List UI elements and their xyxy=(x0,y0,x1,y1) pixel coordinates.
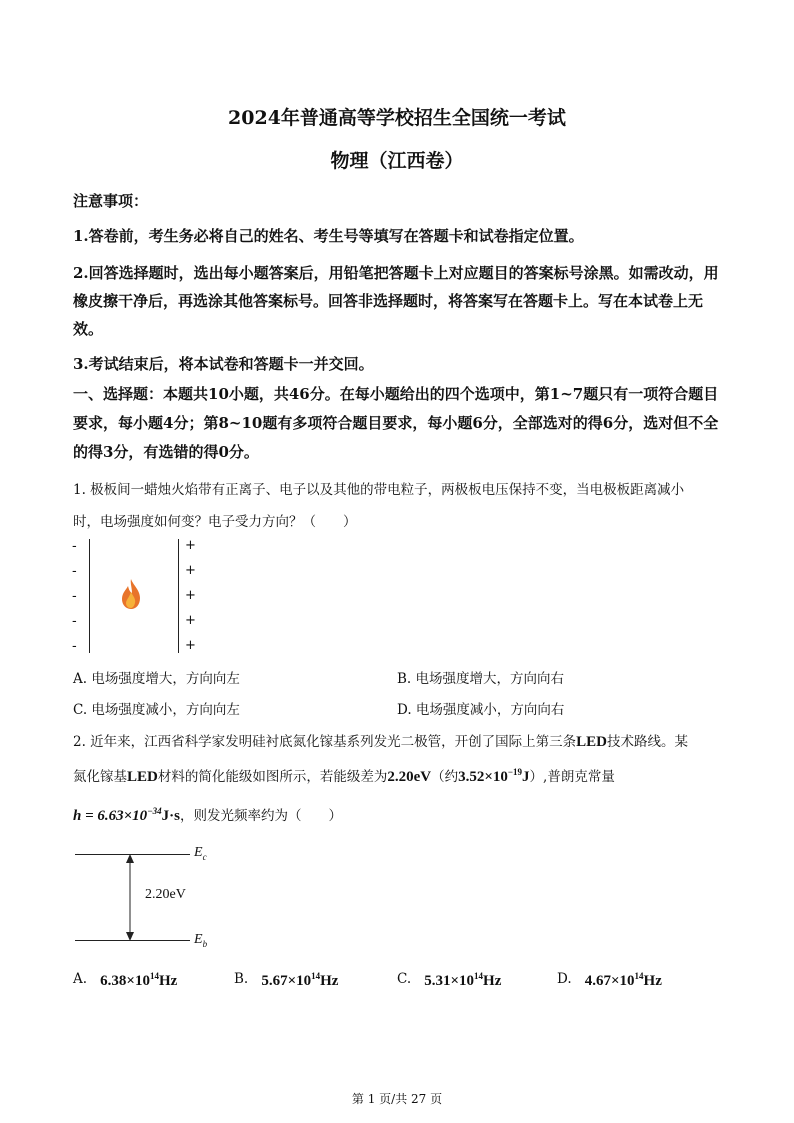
left-plate xyxy=(89,539,90,653)
q2-option-c: C. $5.31\times 10^{14}Hz$ xyxy=(397,971,502,989)
minus-sign: - xyxy=(72,539,77,554)
notice-heading: 注意事项： xyxy=(73,192,149,210)
upper-level-label: $E_c$ xyxy=(194,845,207,862)
planck-base: h = 6.63×10 xyxy=(73,808,148,824)
plus-sign: + xyxy=(185,588,196,603)
exam-title: 2024年普通高等学校招生全国统一考试 xyxy=(228,107,566,129)
energy-joule-base: 3.52×10 xyxy=(458,769,508,785)
q2-option-a: A. $6.38\times 10^{14}Hz$ xyxy=(73,971,178,989)
q2-text: 氮化镓基 xyxy=(73,769,127,785)
q2-option-b: B. $5.67\times 10^{14}Hz$ xyxy=(234,971,339,989)
q1-option-a: A. 电场强度增大，方向向左 xyxy=(73,671,240,687)
planck-constant xyxy=(73,808,180,824)
energy-joule xyxy=(458,769,529,785)
minus-sign: - xyxy=(72,564,77,579)
q1-stem-line-1: 1. 极板间一蜡烛火焰带有正离子、电子以及其他的带电粒子，两极板电压保持不变，当电极板距离减小 xyxy=(73,482,685,498)
q1-stem-line-2: 时，电场强度如何变？电子受力方向？（ ） xyxy=(73,514,357,530)
right-plate xyxy=(178,539,179,653)
plus-sign: + xyxy=(185,563,196,578)
q2-text: 材料的简化能级如图所示，若能级差为 xyxy=(157,769,388,785)
plus-sign: + xyxy=(185,613,196,628)
q1-capacitor-figure xyxy=(70,537,210,657)
q2-stem-line-3 xyxy=(73,804,342,825)
minus-sign: - xyxy=(72,639,77,654)
q1-option-c: C. 电场强度减小，方向向左 xyxy=(73,702,240,718)
q2-option-d: D. $4.67\times 10^{14}Hz$ xyxy=(557,971,662,989)
lower-level-label: $E_b$ xyxy=(194,932,208,949)
led-term: LED xyxy=(576,734,608,750)
q2-text: ，则发光频率约为（ ） xyxy=(180,808,342,824)
plus-sign: + xyxy=(185,538,196,553)
double-arrow-icon xyxy=(123,854,137,941)
energy-ev: 2.20eV xyxy=(387,769,432,785)
notice-3: 3.考试结束后，将本试卷和答题卡一并交回。 xyxy=(73,355,374,373)
q2-stem-line-2 xyxy=(73,765,615,786)
q2-text: （约 xyxy=(431,769,459,785)
q2-text: ）,普朗克常量 xyxy=(529,769,615,785)
led-term: LED xyxy=(127,769,158,785)
q1-option-d: D. 电场强度减小，方向向右 xyxy=(397,702,565,718)
q1-option-b: B. 电场强度增大，方向向右 xyxy=(397,671,565,687)
notice-1: 1.答卷前，考生务必将自己的姓名、考生号等填写在答题卡和试卷指定位置。 xyxy=(73,227,584,245)
page-footer: 第 1 页/共 27 页 xyxy=(351,1092,443,1106)
energy-joule-exponent: −19 xyxy=(507,767,523,777)
planck-unit: J·s xyxy=(161,808,180,824)
energy-gap-label: 2.20eV xyxy=(145,887,186,902)
notice-2: 2.回答选择题时，选出每小题答案后，用铅笔把答题卡上对应题目的答案标号涂黑。如需改动，用橡皮擦干净后，再选涂其他答案标号。回答非选择题时，将答案写在答题卡上。写在本试卷上无效。 xyxy=(73,264,719,338)
q2-stem-line-1 xyxy=(73,730,688,751)
minus-sign: - xyxy=(72,614,77,629)
section-1-instructions: 一、选择题：本题共10小题，共46分。在每小题给出的四个选项中，第1~7题只有一项符合题目要求，每小题4分；第8~10题有多项符合题目要求，每小题6分，全部选对的得6分，选对但不全的得3分，有选错的得0分。 xyxy=(73,385,719,461)
q2-text: 技术路线。某 xyxy=(607,734,689,750)
flame-icon xyxy=(120,578,142,610)
planck-exponent: −34 xyxy=(147,806,162,816)
q2-text: 2. 近年来，江西省科学家发明硅衬底氮化镓基系列发光二极管，开创了国际上第三条 xyxy=(73,734,577,750)
minus-sign: - xyxy=(72,589,77,604)
energy-joule-unit: J xyxy=(522,769,530,785)
q2-energy-level-diagram xyxy=(70,840,220,955)
exam-subtitle: 物理（江西卷） xyxy=(330,150,464,172)
plus-sign: + xyxy=(185,638,196,653)
